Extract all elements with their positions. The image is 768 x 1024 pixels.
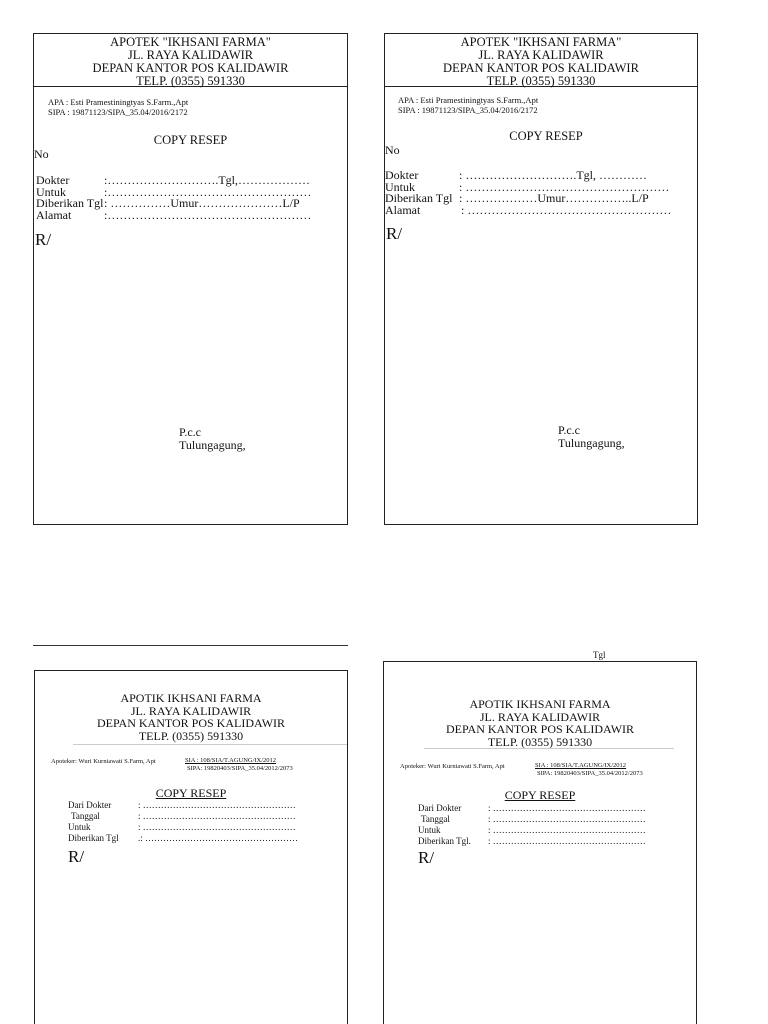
field-label: Untuk [418, 825, 441, 835]
apoteker-line: Apoteker: Wuri Kurniawati S.Farm, Apt [400, 763, 505, 770]
copy-resep-form-bottom-right [383, 661, 697, 1024]
pharmacy-name: APOTEK "IKHSANI FARMA" [110, 35, 271, 49]
field-row [418, 803, 697, 814]
field-label: Dari Dokter [418, 803, 462, 813]
sia-line: SIA : 108/SIA/T.AGUNG/IX/2012 [185, 757, 277, 764]
apoteker-line: Apoteker: Wuri Kurniawati S.Farm, Apt [51, 758, 156, 765]
city-date-label: Tulungagung, [179, 438, 246, 452]
sipa-line: SIPA : 19871123/SIPA_35.04/2016/2172 [398, 104, 538, 115]
header-rule [424, 748, 674, 749]
field-value: .: …………………………………………… [138, 833, 299, 843]
field-label: Dokter [36, 173, 70, 187]
field-label: Alamat [36, 207, 72, 222]
field-value: : …………………………………………… [488, 836, 646, 846]
field-label: Diberikan Tgl [385, 191, 453, 205]
pharmacy-street: JL. RAYA KALIDAWIR [479, 709, 601, 724]
pharmacy-name: APOTEK "IKHSANI FARMA" [460, 35, 622, 49]
field-value: : …………………………………………… [138, 822, 296, 832]
prescription-number-label: No [385, 143, 400, 157]
pharmacy-location: DEPAN KANTOR POS KALIDAWIR [443, 61, 639, 75]
copy-resep-form-top-left [33, 33, 348, 525]
sipa-line: SIPA: 19820403/SIPA_35.04/2012/2073 [187, 765, 293, 772]
field-label: Dari Dokter [68, 800, 112, 810]
pharmacy-header [34, 34, 347, 87]
field-label: Diberikan Tgl. [418, 836, 471, 846]
pharmacy-location: DEPAN KANTOR POS KALIDAWIR [92, 61, 289, 75]
pharmacy-phone: TELP. (0355) 591330 [487, 734, 593, 749]
field-row [385, 202, 695, 217]
field-value: : …………………………………………… [138, 800, 296, 810]
field-value: :……………………….Tgl,……………… [104, 173, 310, 187]
pcc-label: P.c.c [558, 423, 580, 437]
field-value: : ……………Umur…………………L/P [104, 196, 300, 210]
field-row [68, 800, 348, 811]
field-row [418, 825, 697, 836]
copy-resep-form-bottom-left [34, 670, 348, 1024]
pharmacy-location: DEPAN KANTOR POS KALIDAWIR [96, 716, 286, 730]
copy-resep-form-top-right [384, 33, 698, 525]
apa-info [48, 98, 188, 117]
pharmacy-name: APOTIK IKHSANI FARMA [469, 697, 611, 711]
prescription-number-label: No [34, 147, 49, 161]
license-info [535, 762, 643, 778]
field-value: : ……………………….Tgl, ………… [459, 168, 647, 182]
field-label: Diberikan Tgl [68, 833, 119, 843]
pharmacy-phone: TELP. (0355) 591330 [138, 728, 244, 743]
apa-info [398, 96, 538, 115]
field-label: Untuk [385, 179, 415, 194]
form-title: COPY RESEP [504, 788, 576, 802]
pcc-label: P.c.c [179, 425, 201, 439]
section-divider [33, 645, 348, 646]
field-row [68, 811, 348, 822]
rx-symbol: R/ [386, 224, 403, 243]
pharmacy-street: JL. RAYA KALIDAWIR [127, 48, 254, 62]
stray-tgl-label: Tgl [593, 650, 606, 660]
field-row [68, 822, 348, 833]
pharmacy-header [384, 662, 696, 748]
pharmacy-street: JL. RAYA KALIDAWIR [130, 703, 252, 718]
signature-block [558, 424, 625, 450]
patient-fields [385, 170, 695, 216]
sipa-line: SIPA : 19871123/SIPA_35.04/2016/2172 [48, 106, 188, 117]
patient-fields [418, 803, 697, 847]
city-date-label: Tulungagung, [558, 436, 625, 450]
sia-line: SIA : 108/SIA/T.AGUNG/IX/2012 [535, 762, 627, 769]
field-value: :…………………………………………… [104, 184, 312, 199]
license-info [185, 757, 293, 773]
field-value: : …………………………………………… [488, 825, 646, 835]
pharmacy-phone: TELP. (0355) 591330 [136, 74, 245, 88]
field-value: : …………………………………………… [488, 803, 646, 813]
field-value: : …………………………………………… [488, 814, 646, 824]
form-title: COPY RESEP [155, 786, 227, 800]
field-label: Tanggal [421, 814, 450, 824]
field-label: Alamat [385, 202, 421, 217]
form-title: COPY RESEP [153, 133, 228, 147]
sipa-line: SIPA: 19820403/SIPA_35.04/2012/2073 [537, 770, 643, 777]
field-value: : ………………Umur……………..L/P [459, 191, 649, 205]
rx-symbol: R/ [418, 848, 435, 867]
field-label: Dokter [385, 168, 419, 182]
form-title: COPY RESEP [509, 129, 583, 143]
pharmacy-header [385, 34, 697, 87]
patient-fields [36, 175, 346, 221]
field-label: Untuk [36, 184, 66, 199]
field-label: Tanggal [71, 811, 100, 821]
pharmacy-location: DEPAN KANTOR POS KALIDAWIR [445, 722, 635, 736]
pharmacy-name: APOTIK IKHSANI FARMA [120, 691, 262, 705]
rx-symbol: R/ [35, 230, 52, 249]
apa-line: APA : Esti Pramestiningtyas S.Farm.,Apt [48, 97, 189, 107]
signature-block [179, 426, 246, 452]
field-value: :…………………………………………… [104, 207, 312, 222]
pharmacy-header [35, 671, 347, 742]
field-value: : …………………………………………… [461, 202, 672, 217]
field-label: Diberikan Tgl [36, 196, 104, 210]
header-rule [73, 744, 348, 745]
pharmacy-phone: TELP. (0355) 591330 [486, 74, 596, 88]
field-label: Untuk [68, 822, 91, 832]
field-row [68, 833, 348, 844]
apa-line: APA : Esti Pramestiningtyas S.Farm.,Apt [398, 95, 539, 105]
rx-symbol: R/ [68, 847, 85, 866]
field-value: : …………………………………………… [138, 811, 296, 821]
field-value: : …………………………………………… [459, 179, 670, 194]
field-row [36, 207, 346, 222]
patient-fields [68, 800, 348, 844]
pharmacy-street: JL. RAYA KALIDAWIR [478, 48, 604, 62]
field-row [418, 836, 697, 847]
field-row [418, 814, 697, 825]
